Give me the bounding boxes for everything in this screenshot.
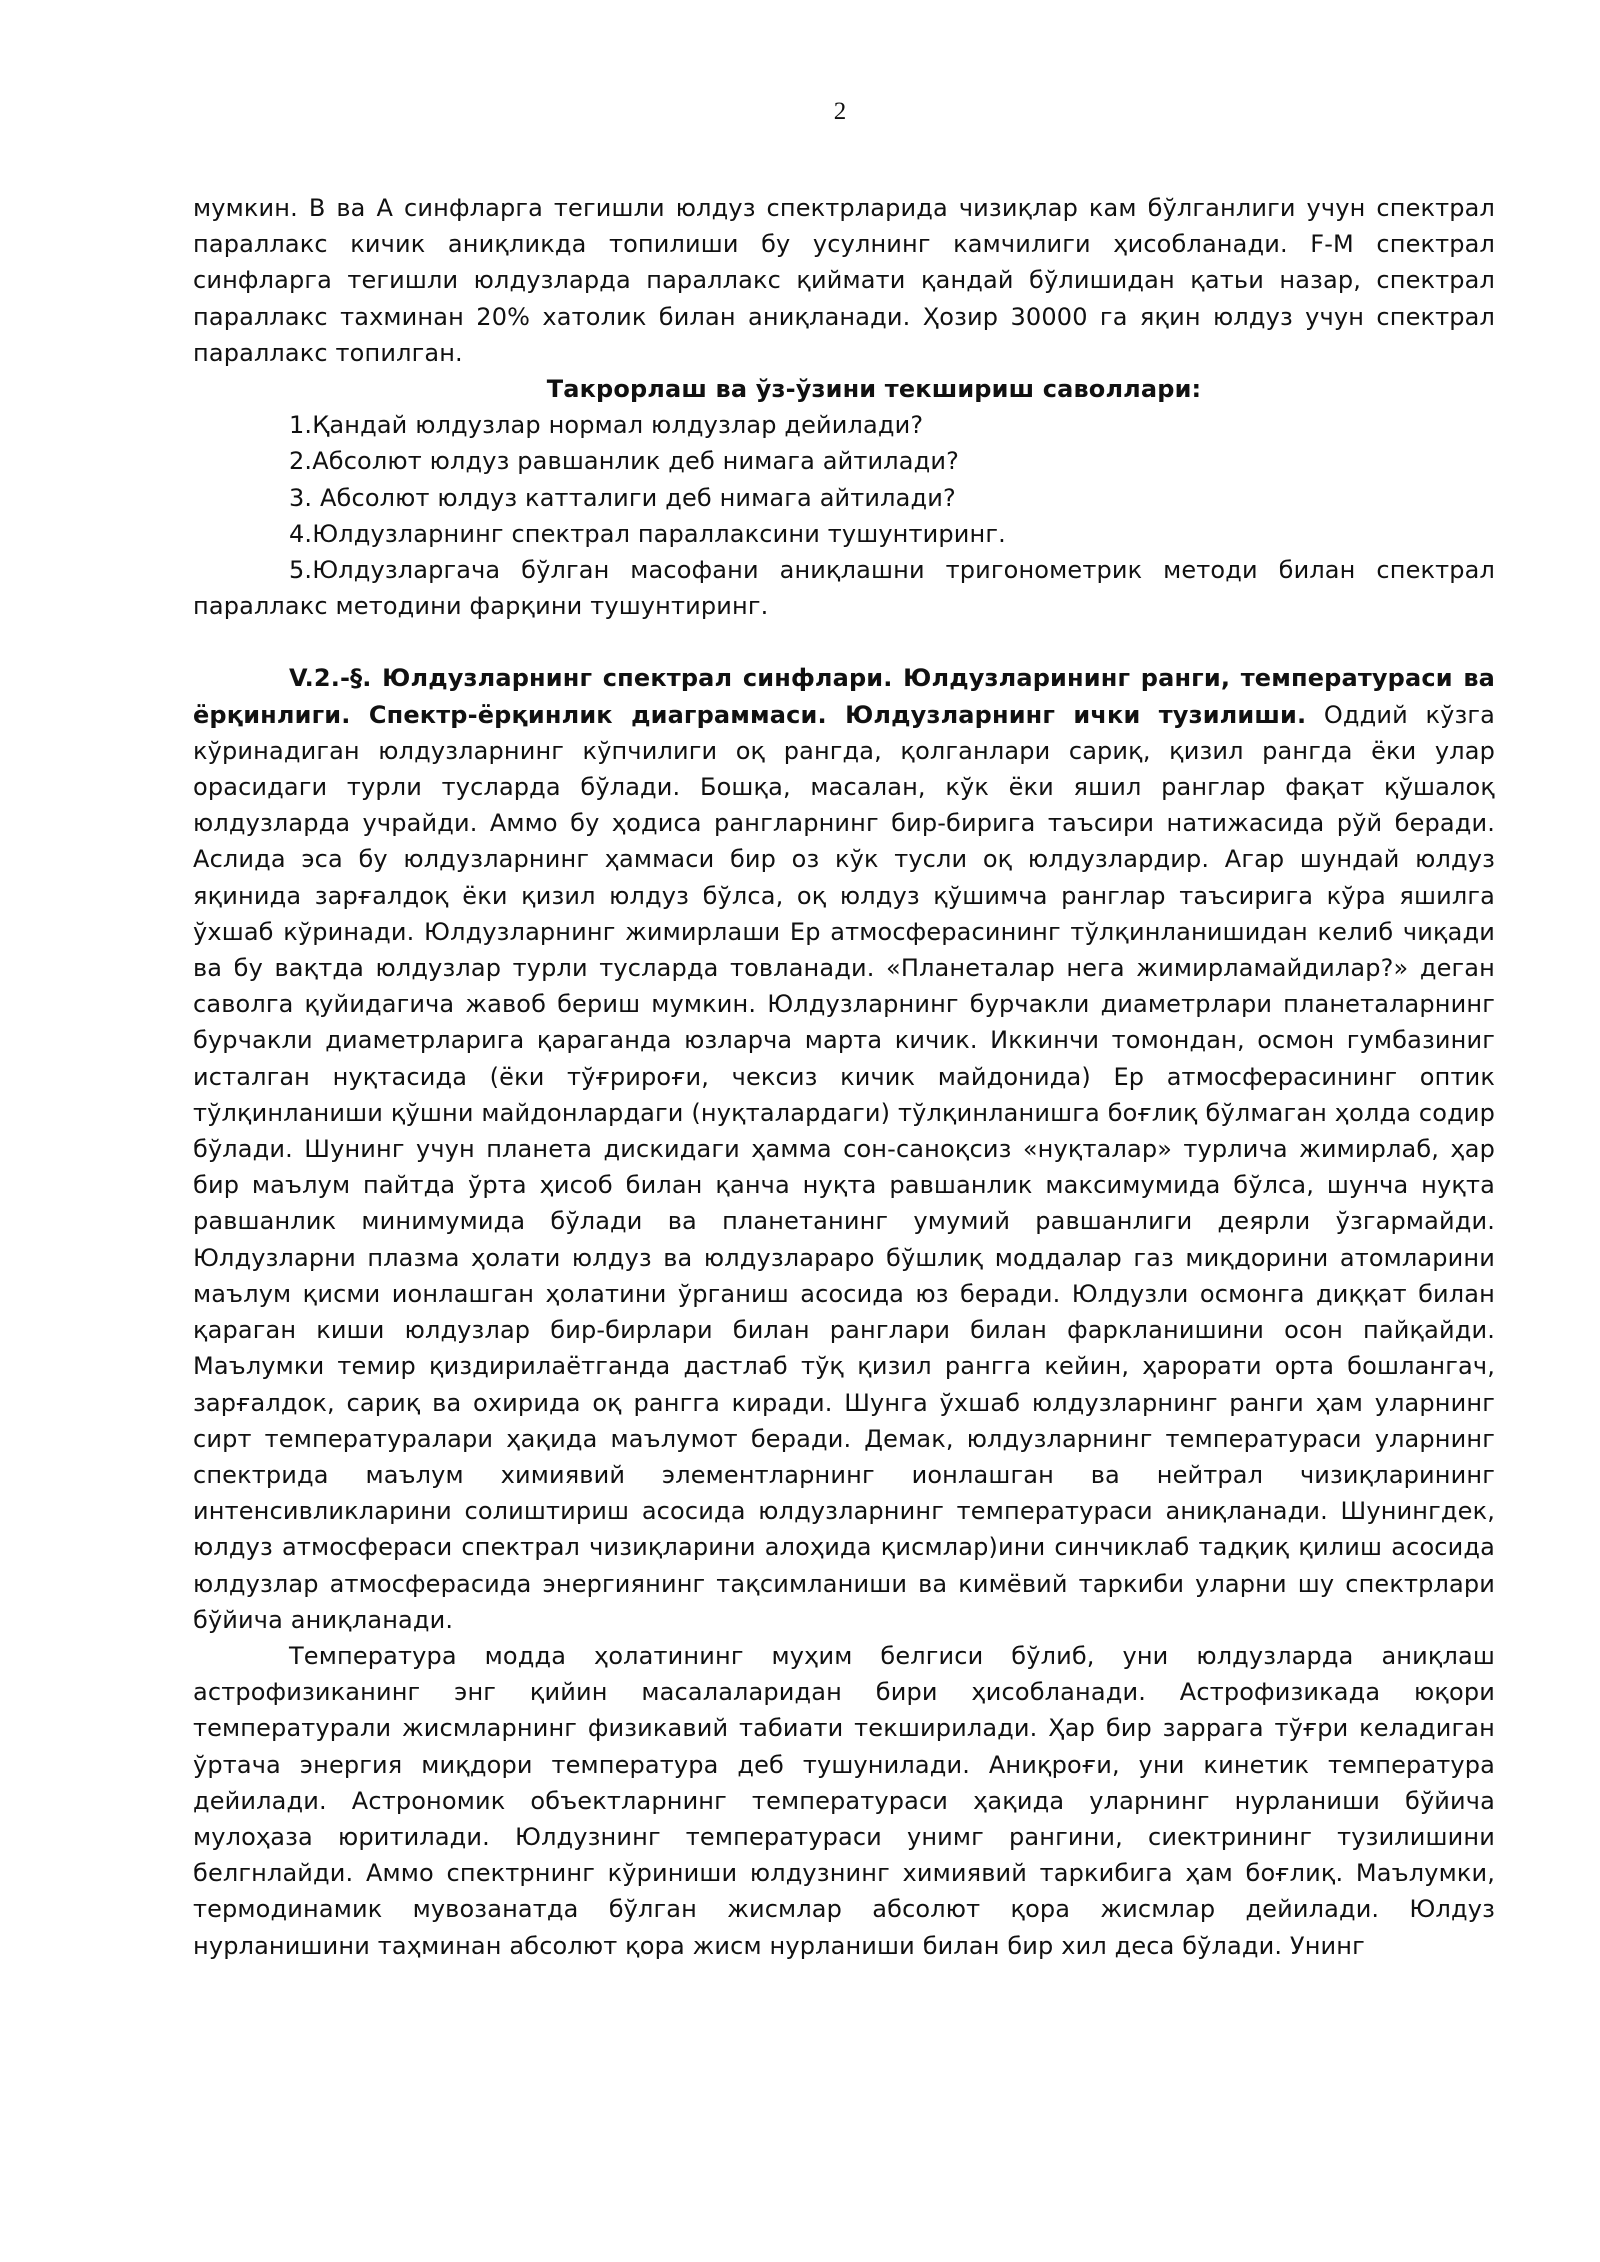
section-paragraph xyxy=(193,660,1495,1637)
review-question-5: 5.Юлдузларгача бўлган масофани аниқлашни тригонометрик методи билан спектрал параллакс методини фарқини тушунтиринг. xyxy=(193,556,1495,621)
page-number: 2 xyxy=(833,98,847,125)
section-body: Оддий кўзга кўринадиган юлдузларнинг кўпчилиги оқ рангда, қолганлари сариқ, қизил рангда ёки улар орасидаги турли тусларда бўлади. Бошқа, масалан, кўк ёки яшил ранглар фақат қўшалоқ юлдузларда учрайди. Аммо бу ҳодиса рангларнинг бир-бирига таъсири натижасида рўй беради. Аслида эса бу юлдузларнинг ҳаммаси бир оз кўк тусли оқ юлдузлардир. Агар шундай юлдуз яқинида зарғалдоқ ёки қизил юлдуз бўлса, оқ юлдуз қўшимча ранглар таъсирига кўра яшилга ўхшаб кўринади. Юлдузларнинг жимирлаши Ер атмосферасининг тўлқинланишидан келиб чиқади ва бу вақтда юлдузлар турли тусларда товланади. «Планеталар нега жимирламайдилар?» деган саволга қуйидагича жавоб бериш мумкин. Юлдузларнинг бурчакли диаметрлари планеталарнинг бурчакли диаметрларига қараганда юзларча марта кичик. Иккинчи томондан, осмон гумбазиниг исталган нуқтасида (ёки тўғрироғи, чексиз кичик майдонида) Ер атмосферасининг оптик тўлқинланиши қўшни майдонлардаги (нуқталардаги) тўлқинланишга боғлиқ бўлмаган ҳолда содир бўлади. Шунинг учун планета дискидаги ҳамма сон-саноқсиз «нуқталар» турлича жимирлаб, ҳар бир маълум пайтда ўрта ҳисоб билан қанча нуқта равшанлик максимумида бўлса, шунча нуқта равшанлик минимумида бўлади ва планетанинг умумий равшанлиги деярли ўзгармайди. Юлдузларни плазма ҳолати юлдуз ва юлдузлараро бўшлиқ моддалар газ миқдорини атомларини маълум қисми ионлашган ҳолатини ўрганиш асосида юз беради. Юлдузли осмонга диққат билан қараган киши юлдузлар бир-бирлари билан ранглари билан фаркланишини осон пайқайди. Маълумки темир қиздирилаётганда дастлаб тўқ қизил рангга кейин, ҳарорати орта бошлангач, зарғалдок, сариқ ва охирида оқ рангга киради. Шунга ўхшаб юлдузларнинг ранги ҳам уларнинг сирт температуралари ҳақида маълумот беради. Демак, юлдузларнинг температураси уларнинг спектрида маълум химиявий элементларнинг ионлашган ва нейтрал чизиқларининг интенсивликларини солиштириш асосида юлдузларнинг температураси аниқланади. Шунингдек, юлдуз атмосфераси спектрал чизиқларини алоҳида қисмлар)ини синчиклаб тадқиқ қилиш асосида юлдузлар атмосферасида энергиянинг тақсимланиши ва кимёвий таркиби уларни шу спектрлари бўйича аниқланади. xyxy=(193,700,1495,1634)
review-question-1: 1.Қандай юлдузлар нормал юлдузлар дейилади? xyxy=(289,411,924,440)
intro-paragraph: мумкин. В ва А синфларга тегишли юлдуз спектрларида чизиқлар кам бўлганлиги учун спектрал параллакс кичик аниқликда топилиши бу усулнинг камчилиги ҳисобланади. F-M спектрал синфларга тегишли юлдузларда параллакс қиймати қандай бўлишидан қатьи назар, спектрал параллакс тахминан 20% хатолик билан аниқланади. Ҳозир 30000 га яқин юлдуз учун спектрал параллакс топилган. xyxy=(193,194,1495,367)
review-question-2: 2.Абсолют юлдуз равшанлик деб нимага айтилади? xyxy=(289,447,959,476)
review-question-3: 3. Абсолют юлдуз катталиги деб нимага айтилади? xyxy=(289,483,956,512)
page-content xyxy=(193,190,1495,1964)
review-heading: Такрорлаш ва ўз-ўзини текшириш саволлари: xyxy=(546,375,1202,404)
temperature-paragraph: Температура модда ҳолатининг муҳим белгиси бўлиб, уни юлдузларда аниқлаш астрофизиканинг энг қийин масалаларидан бири ҳисобланади. Астрофизикада юқори температурали жисмларнинг физикавий табиати текширилади. Ҳар бир заррага тўғри келадиган ўртача энергия миқдори температура деб тушунилади. Аниқроғи, уни кинетик температура дейилади. Астрономик объектларнинг температураси ҳақида уларнинг нурланиши бўйича мулоҳаза юритилади. Юлдузнинг температураси унимг рангини, сиектрининг тузилишини белгнлайди. Аммо спектрнинг кўриниши юлдузнинг химиявий таркибига ҳам боғлиқ. Маълумки, термодинамик мувозанатда бўлган жисмлар абсолют қора жисмлар дейилади. Юлдуз нурланишини таҳминан абсолют қора жисм нурланиши билан бир хил деса бўлади. Унинг xyxy=(193,1641,1495,1960)
review-question-4: 4.Юлдузларнинг спектрал параллаксини тушунтиринг. xyxy=(289,519,1006,548)
section-title: V.2.-§. Юлдузларнинг спектрал синфлари. Юлдузларининг ранги, температураси ва ёрқинлиги. Спектр-ёрқинлик диаграммаси. Юлдузларнинг ички тузилиши. xyxy=(193,664,1495,729)
